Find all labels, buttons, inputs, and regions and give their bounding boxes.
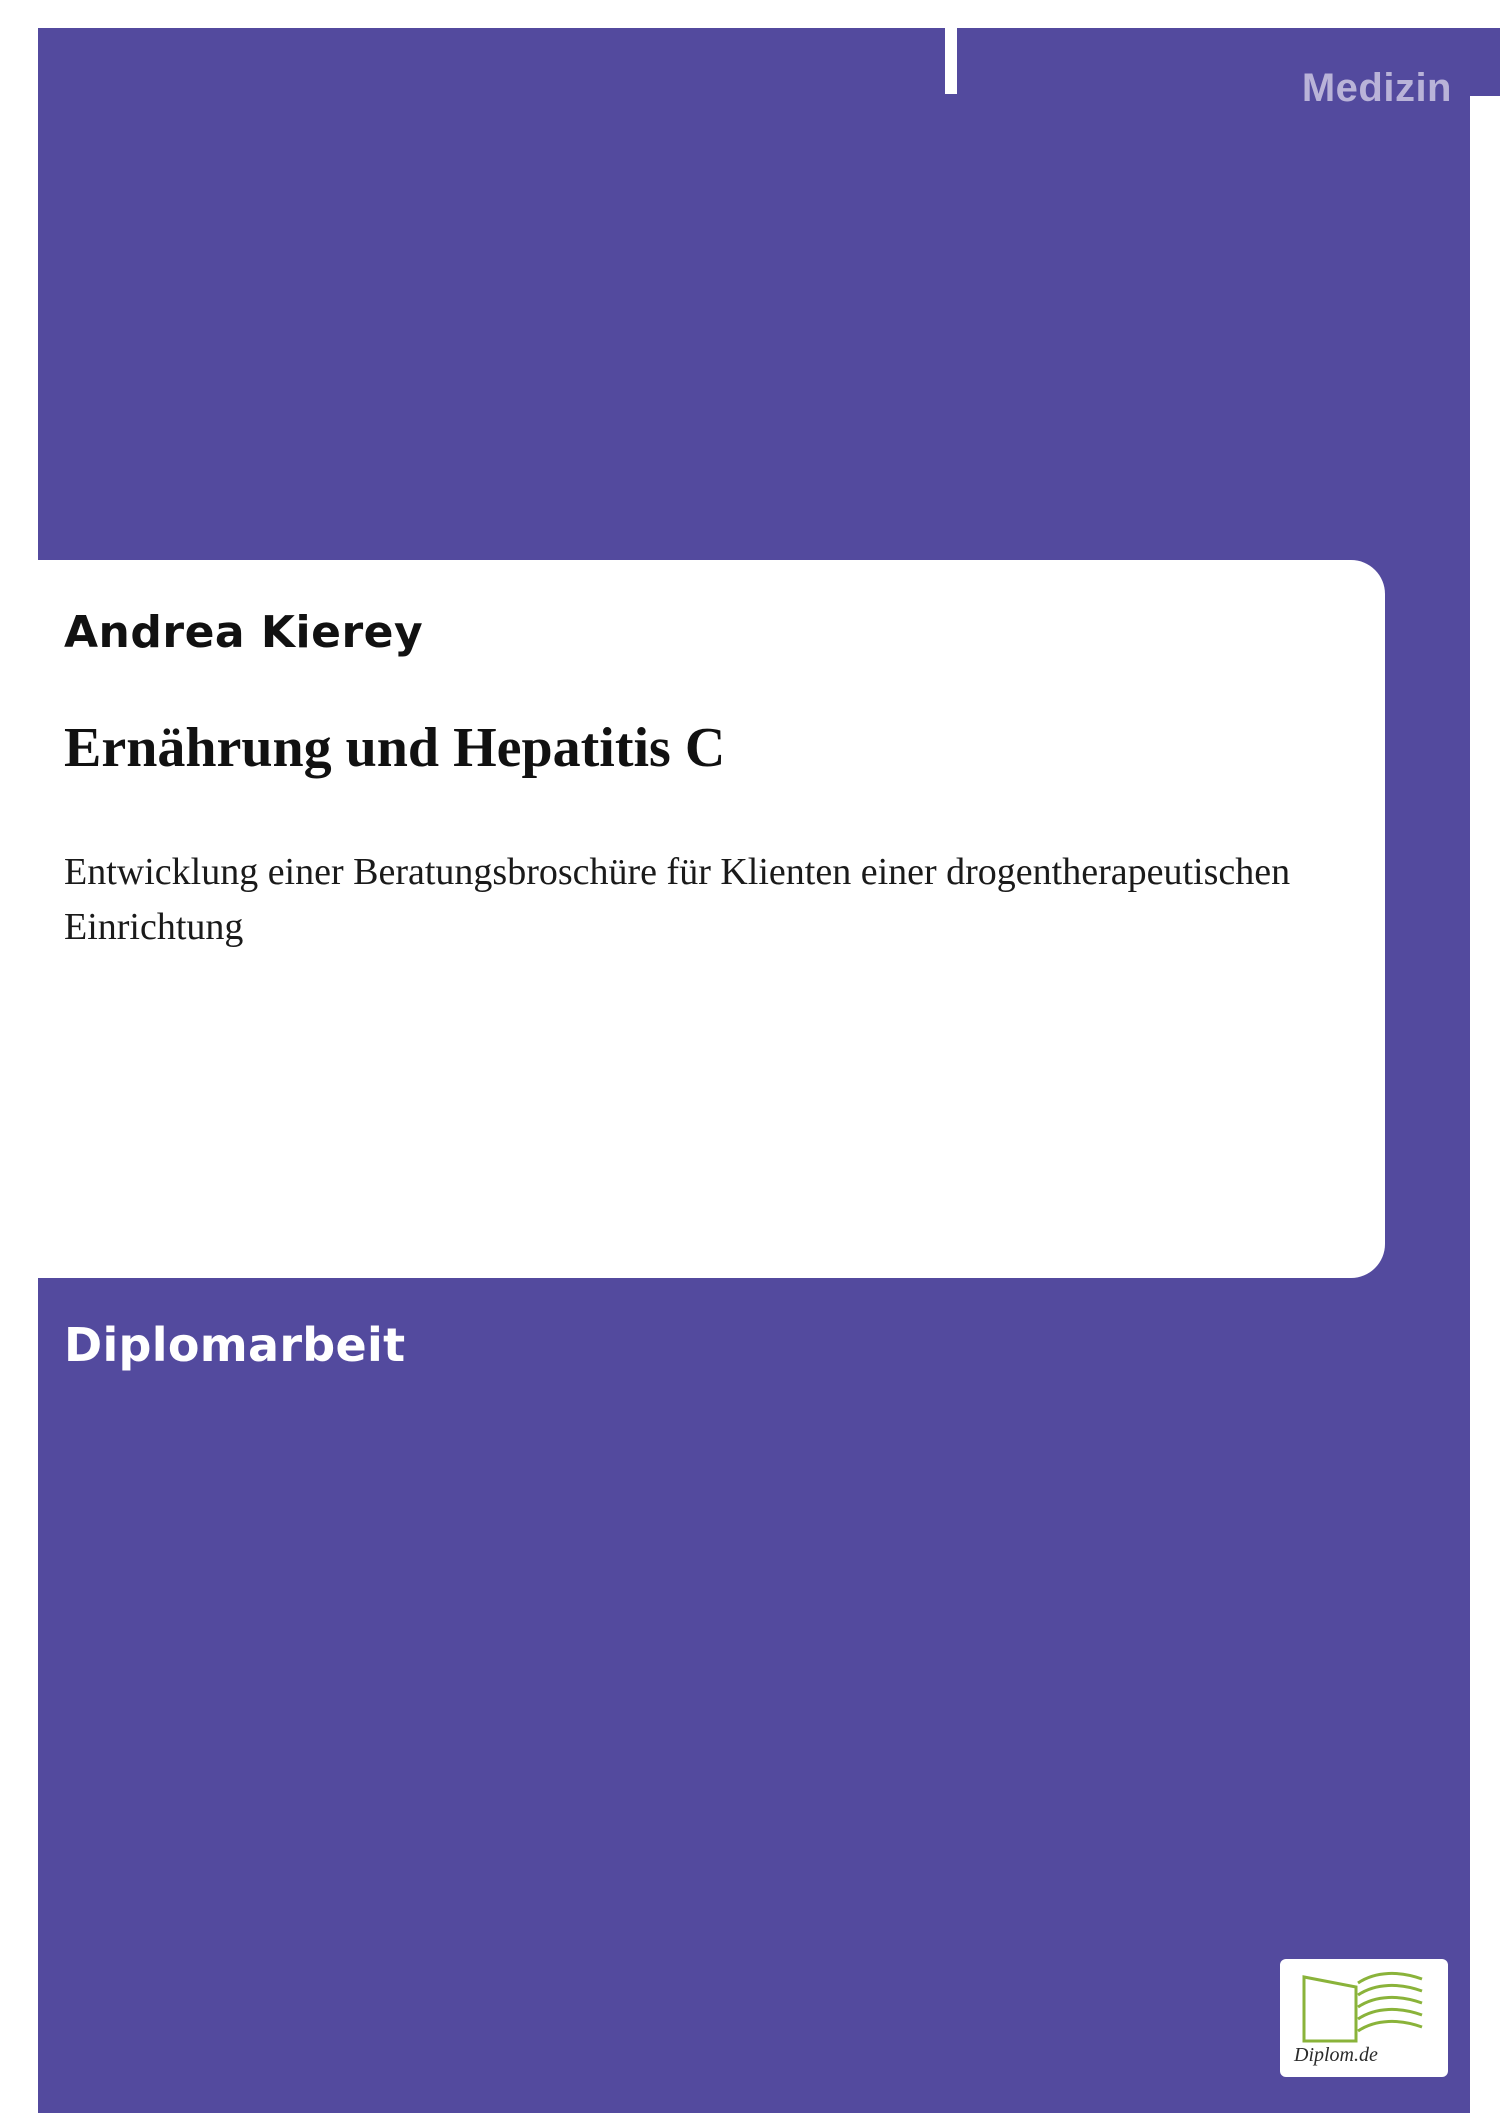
publisher-name: Diplom.de (1294, 2044, 1378, 2066)
cover-top-right-cut (957, 0, 1500, 28)
author-name: Andrea Kierey (64, 607, 424, 658)
category-tab (980, 28, 1500, 110)
cover-tab-gap (945, 28, 957, 94)
open-book-icon (1296, 1969, 1432, 2049)
category-label: Medizin (1301, 66, 1452, 110)
document-type-label: Diplomarbeit (64, 1318, 406, 1372)
book-subtitle: Entwicklung einer Beratungsbroschüre für Klienten einer drogentherapeutischen Einrichtung (64, 851, 1291, 949)
publisher-logo (1280, 1959, 1448, 2077)
cover-top-cut (38, 0, 957, 28)
title-card (0, 560, 1385, 1278)
book-title: Ernährung und Hepatitis C (64, 717, 726, 779)
